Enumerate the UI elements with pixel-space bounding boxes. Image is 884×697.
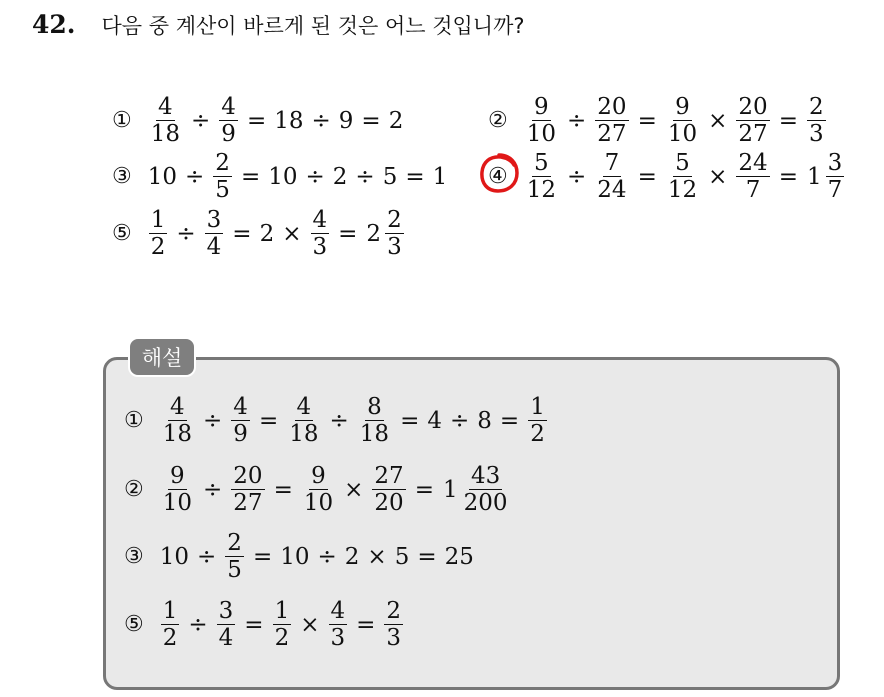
- operator: ÷: [176, 220, 196, 247]
- fraction: [161, 463, 194, 517]
- operator: =: [414, 476, 434, 503]
- numerator: 20: [233, 463, 263, 489]
- choice-3[interactable]: [112, 150, 449, 204]
- operator: ×: [367, 543, 387, 570]
- operator: =: [246, 107, 267, 134]
- fraction: [287, 394, 320, 448]
- question-number: 42.: [32, 10, 76, 39]
- operator: ×: [282, 220, 302, 247]
- solution-label: 해설: [128, 337, 196, 377]
- denominator: 27: [233, 490, 263, 517]
- fraction: [736, 94, 769, 148]
- number: 10: [147, 163, 178, 190]
- fraction: [302, 463, 335, 517]
- fraction: [462, 463, 510, 517]
- number: 2: [344, 543, 360, 570]
- mixed-number: [807, 150, 847, 204]
- numerator: 9: [675, 94, 690, 120]
- circle-stroke: [482, 155, 517, 191]
- number: 1: [432, 163, 448, 190]
- number: 9: [338, 107, 354, 134]
- denominator: 200: [463, 490, 508, 517]
- numerator: 4: [233, 394, 248, 420]
- mixed-number: [443, 463, 513, 517]
- denominator: 4: [218, 625, 234, 652]
- numerator: 4: [312, 207, 328, 233]
- fraction: [231, 463, 264, 517]
- denominator: 10: [526, 121, 557, 148]
- numerator: 4: [296, 394, 312, 420]
- operator: ÷: [449, 407, 470, 434]
- numerator: 5: [534, 150, 549, 176]
- operator: ×: [300, 611, 320, 638]
- numerator: 20: [738, 94, 768, 120]
- operator: ÷: [305, 163, 325, 190]
- numerator: 2: [808, 94, 824, 120]
- numerator: 1: [530, 394, 545, 420]
- choice-2[interactable]: [488, 94, 829, 148]
- fraction: [666, 94, 699, 148]
- numerator: 8: [367, 394, 382, 420]
- operator: =: [338, 220, 358, 247]
- fraction: [161, 394, 194, 448]
- numerator: 7: [604, 150, 620, 176]
- choice-marker: ③: [124, 544, 144, 570]
- operator: ×: [708, 163, 728, 190]
- solution-line-1: [124, 394, 550, 448]
- numerator: 1: [274, 598, 290, 624]
- fraction: [595, 150, 628, 204]
- numerator: 2: [215, 150, 230, 176]
- number: 8: [477, 407, 492, 434]
- denominator: 18: [289, 421, 319, 448]
- operator: =: [240, 163, 261, 190]
- fraction: [161, 598, 180, 652]
- operator: ÷: [203, 407, 223, 434]
- numerator: 4: [170, 394, 185, 420]
- number: 4: [427, 407, 442, 434]
- number: 2: [332, 163, 348, 190]
- operator: =: [232, 220, 252, 247]
- denominator: 3: [312, 234, 328, 261]
- fraction: [217, 598, 236, 652]
- operator: =: [637, 163, 657, 190]
- fraction: [595, 94, 628, 148]
- choice-marker: ①: [112, 108, 132, 134]
- number: 10: [280, 543, 310, 570]
- solution-line-4: [124, 598, 406, 652]
- denominator: 7: [745, 177, 761, 204]
- operator: ÷: [203, 476, 223, 503]
- number: 5: [382, 163, 398, 190]
- numerator: 1: [150, 207, 166, 233]
- numerator: 4: [330, 598, 346, 624]
- fraction: [807, 94, 826, 148]
- fraction: [666, 150, 699, 204]
- fraction: [225, 530, 244, 584]
- fraction: [231, 394, 250, 448]
- numerator: 2: [386, 598, 402, 624]
- choice-marker: ⑤: [112, 221, 132, 247]
- operator: =: [258, 407, 279, 434]
- question-text: 다음 중 계산이 바르게 된 것은 어느 것입니까?: [101, 14, 525, 38]
- fraction: [149, 94, 182, 148]
- numerator: 9: [311, 463, 326, 489]
- denominator: 18: [150, 121, 181, 148]
- denominator: 5: [215, 177, 230, 204]
- fraction: [311, 207, 330, 261]
- operator: =: [778, 107, 798, 134]
- numerator: 3: [827, 150, 843, 176]
- operator: ÷: [188, 611, 208, 638]
- mixed-number: [366, 207, 406, 261]
- choice-marker: ③: [112, 164, 132, 190]
- operator: ÷: [567, 107, 587, 134]
- operator: =: [244, 611, 264, 638]
- numerator: 3: [206, 207, 222, 233]
- numerator: 1: [162, 598, 178, 624]
- answer-circle-mark: [477, 151, 521, 195]
- whole-part: 2: [366, 220, 382, 247]
- number: 2: [259, 220, 275, 247]
- fraction: [525, 150, 558, 204]
- choice-4[interactable]: [488, 150, 850, 204]
- numerator: 27: [374, 463, 404, 489]
- operator: ÷: [197, 543, 217, 570]
- fraction: [213, 150, 232, 204]
- fraction: [385, 207, 404, 261]
- operator: =: [417, 543, 437, 570]
- solution-line-2: [124, 463, 516, 517]
- denominator: 3: [387, 234, 402, 261]
- operator: ×: [708, 107, 728, 134]
- choice-marker: ⑤: [124, 612, 144, 638]
- operator: =: [273, 476, 293, 503]
- operator: ÷: [355, 163, 375, 190]
- denominator: 4: [206, 234, 222, 261]
- operator: =: [499, 407, 520, 434]
- denominator: 12: [526, 177, 557, 204]
- operator: =: [356, 611, 376, 638]
- denominator: 24: [597, 177, 627, 204]
- operator: ÷: [329, 407, 349, 434]
- choice-5[interactable]: [112, 207, 410, 261]
- numerator: 9: [170, 463, 185, 489]
- fraction: [205, 207, 224, 261]
- denominator: 9: [233, 421, 248, 448]
- fraction: [826, 150, 845, 204]
- denominator: 12: [667, 177, 698, 204]
- denominator: 5: [227, 557, 242, 584]
- operator: =: [252, 543, 273, 570]
- fraction: [329, 598, 348, 652]
- denominator: 2: [530, 421, 545, 448]
- numerator: 2: [227, 530, 242, 556]
- fraction: [372, 463, 405, 517]
- fraction: [525, 94, 558, 148]
- whole-part: 1: [806, 163, 822, 190]
- number: 18: [274, 107, 304, 134]
- whole-part: 1: [442, 476, 458, 503]
- denominator: 10: [667, 121, 698, 148]
- fraction: [384, 598, 403, 652]
- operator: ÷: [191, 107, 211, 134]
- denominator: 3: [386, 625, 402, 652]
- numerator: 24: [738, 150, 768, 176]
- choice-marker: ②: [488, 108, 508, 134]
- denominator: 20: [374, 490, 404, 517]
- number: 10: [268, 163, 298, 190]
- solution-line-3: [124, 530, 476, 584]
- denominator: 18: [162, 421, 193, 448]
- number: 5: [394, 543, 410, 570]
- numerator: 4: [221, 94, 236, 120]
- numerator: 4: [158, 94, 173, 120]
- denominator: 3: [808, 121, 824, 148]
- numerator: 9: [534, 94, 549, 120]
- denominator: 2: [274, 625, 290, 652]
- operator: ÷: [567, 163, 587, 190]
- number: 10: [159, 543, 190, 570]
- fraction: [528, 394, 547, 448]
- denominator: 18: [359, 421, 390, 448]
- operator: =: [361, 107, 381, 134]
- numerator: 43: [470, 463, 501, 489]
- denominator: 10: [162, 490, 193, 517]
- fraction: [358, 394, 391, 448]
- choice-marker: ①: [124, 408, 144, 434]
- operator: ×: [344, 476, 364, 503]
- operator: =: [778, 163, 798, 190]
- operator: ÷: [311, 107, 331, 134]
- choice-marker: ②: [124, 477, 144, 503]
- fraction: [219, 94, 238, 148]
- numerator: 3: [218, 598, 234, 624]
- numerator: 20: [597, 94, 627, 120]
- denominator: 3: [330, 625, 346, 652]
- numerator: 5: [675, 150, 690, 176]
- operator: =: [400, 407, 420, 434]
- question-header: [32, 10, 525, 40]
- fraction: [736, 150, 769, 204]
- fraction: [273, 598, 292, 652]
- choice-1[interactable]: [112, 94, 405, 148]
- denominator: 27: [738, 121, 768, 148]
- denominator: 2: [162, 625, 178, 652]
- denominator: 27: [597, 121, 627, 148]
- operator: =: [405, 163, 425, 190]
- denominator: 9: [221, 121, 236, 148]
- denominator: 10: [303, 490, 334, 517]
- operator: =: [637, 107, 657, 134]
- denominator: 7: [827, 177, 843, 204]
- operator: ÷: [185, 163, 205, 190]
- number: 25: [444, 543, 474, 570]
- choice-marker: ④: [488, 164, 508, 190]
- denominator: 2: [150, 234, 166, 261]
- numerator: 2: [387, 207, 402, 233]
- operator: ÷: [317, 543, 337, 570]
- fraction: [149, 207, 168, 261]
- number: 2: [388, 107, 404, 134]
